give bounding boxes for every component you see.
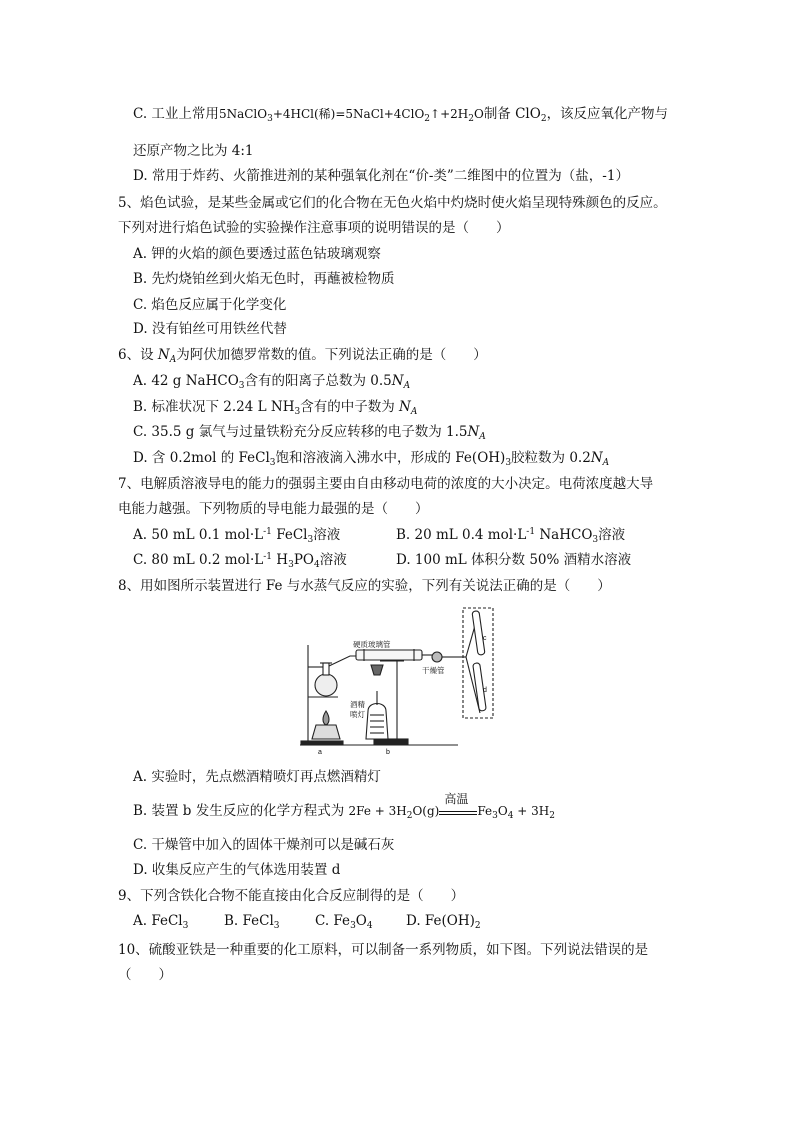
q6-option-b: B. 标准状况下 2.24 L $NH_3$含有的中子数为 $N_A$ xyxy=(133,399,418,417)
q6-option-d: D. 含 0.2mol 的 FeCl$_3$饱和溶液滴入沸水中，形成的 $Fe(OH)_3$胶粒数为 $0.2N_A$ xyxy=(133,450,610,468)
q7-stem-line2: 电能力越强。下列物质的导电能力最强的是（ ） xyxy=(118,501,429,517)
q10-stem-line1: 10、硫酸亚铁是一种重要的化工原料，可以制备一系列物质，如下图。下列说法错误的是 xyxy=(118,942,649,958)
q8-option-d: D. 收集反应产生的气体选用装置 d xyxy=(133,862,341,878)
q5-option-a: A. 钾的火焰的颜色要透过蓝色钴玻璃观察 xyxy=(133,246,381,262)
q7-option-d: D. 100 mL 体积分数 50% 酒精水溶液 xyxy=(396,552,632,568)
q4-option-c: C. 工业上常用5NaClO$_3$+4HCl(稀)$=5NaCl+4ClO_2↑+2H_2O$制备 ClO$_2$，该反应氧化产物与 xyxy=(133,106,669,124)
q9-stem: 9、下列含铁化合物不能直接由化合反应制得的是（ ） xyxy=(118,888,465,904)
q8-option-c: C. 干燥管中加入的固体干燥剂可以是碱石灰 xyxy=(133,837,395,853)
q8-option-a: A. 实验时，先点燃酒精喷灯再点燃酒精灯 xyxy=(133,769,381,785)
q5-option-d: D. 没有铂丝可用铁丝代替 xyxy=(133,321,287,337)
q7-option-a: A. 50 mL 0.1 $mol\cdot L^{-1}$ FeCl$_3$溶液 xyxy=(133,527,341,545)
q4-option-c-continued: 还原产物之比为 4:1 xyxy=(133,143,254,159)
label-d: d xyxy=(483,687,487,694)
label-lamp-line1: 酒精 xyxy=(350,700,365,709)
fe-steam-apparatus-diagram xyxy=(298,605,498,755)
q5-option-b: B. 先灼烧铂丝到火焰无色时，再蘸被检物质 xyxy=(133,271,395,287)
q5-option-c: C. 焰色反应属于化学变化 xyxy=(133,297,287,313)
q10-stem-line2: （ ） xyxy=(118,967,172,983)
q4-option-d: D. 常用于炸药、火箭推进剂的某种强氧化剂在“价-类”二维图中的位置为（盐，-1） xyxy=(133,168,629,184)
q9-option-d: D. $Fe(OH)_2$ xyxy=(406,913,481,931)
label-hard-glass-tube: 硬质玻璃管 xyxy=(353,640,391,649)
label-c: c xyxy=(483,635,487,642)
label-drying-tube: 干燥管 xyxy=(422,666,445,675)
reaction-condition-equals: 高温 xyxy=(439,802,477,820)
q7-stem-line1: 7、电解质溶液导电的能力的强弱主要由自由移动电荷的浓度的大小决定。电荷浓度越大导 xyxy=(118,476,654,492)
q6-option-a: A. 42 g NaHCO$_3$含有的阳离子总数为 $0.5N_A$ xyxy=(133,373,411,391)
label-b: b xyxy=(386,749,390,755)
q9-option-c: C. $Fe_3O_4$ xyxy=(315,913,373,931)
q9-option-b: B. FeCl$_3$ xyxy=(224,913,280,931)
label-a: a xyxy=(318,749,322,755)
q8-option-b: B. 装置 b 发生反应的化学方程式为 $2Fe + 3H_2O(g)$ 高温 $Fe_3O_4 + 3H_2$ xyxy=(133,792,555,821)
q9-option-a: A. FeCl$_3$ xyxy=(133,913,189,931)
q6-option-c: C. 35.5 g 氯气与过量铁粉充分反应转移的电子数为 $1.5N_A$ xyxy=(133,424,486,442)
q8-stem: 8、用如图所示装置进行 Fe 与水蒸气反应的实验，下列有关说法正确的是（ ） xyxy=(118,578,611,594)
label-lamp-line2: 喷灯 xyxy=(350,710,365,719)
q5-stem-line1: 5、焰色试验，是某些金属或它们的化合物在无色火焰中灼烧时使火焰呈现特殊颜色的反应。 xyxy=(118,195,667,211)
q7-option-b: B. 20 mL 0.4 $mol\cdot L^{-1}$ NaHCO$_3$溶液 xyxy=(396,527,626,545)
q6-stem: 6、设 $N_A$为阿伏加德罗常数的值。下列说法正确的是（ ） xyxy=(118,347,487,365)
q7-option-c: C. 80 mL 0.2 $mol\cdot L^{-1}$ $H_3PO_4$溶液 xyxy=(133,552,347,570)
q5-stem-line2: 下列对进行焰色试验的实验操作注意事项的说明错误的是（ ） xyxy=(118,220,510,236)
